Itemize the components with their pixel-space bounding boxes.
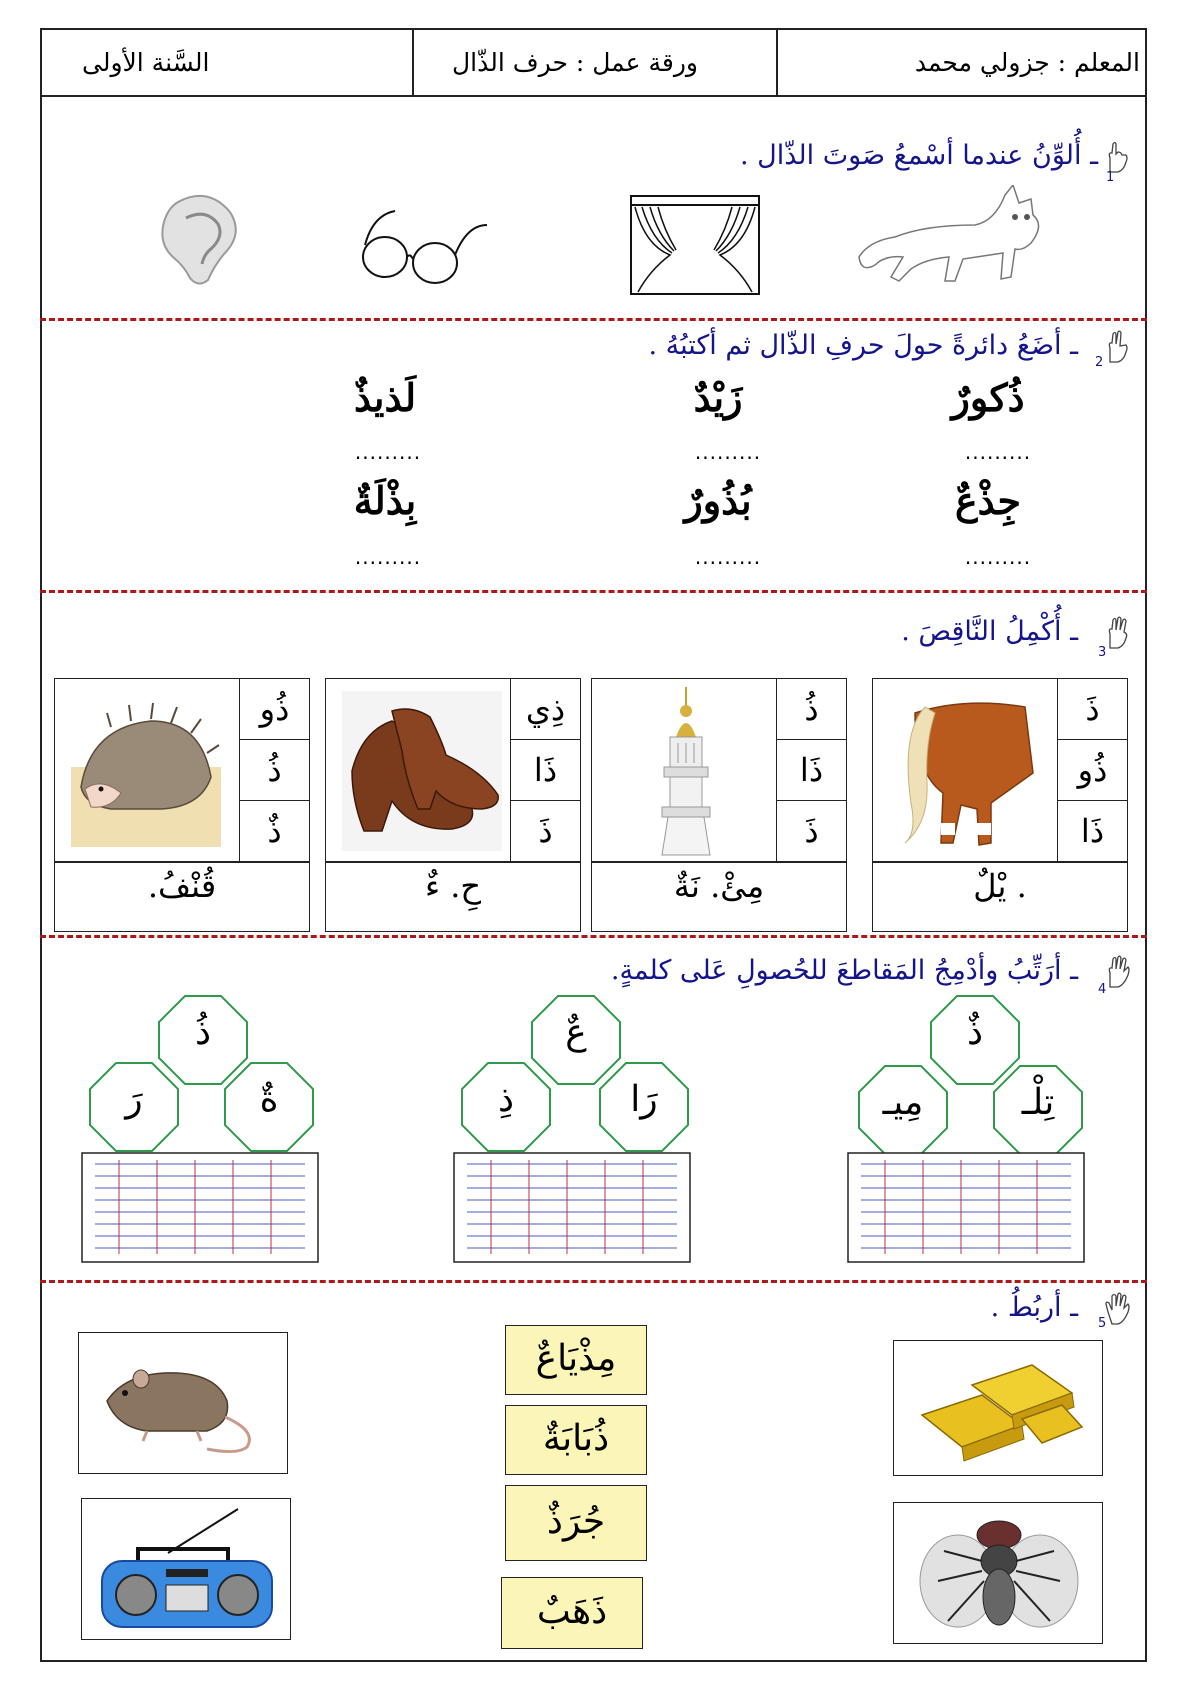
option-cell[interactable] <box>1057 678 1128 740</box>
question-number: 4 <box>1098 982 1107 997</box>
completion-card <box>872 678 1128 932</box>
gold-bars-icon <box>912 1355 1088 1463</box>
option-text: ذٌ <box>267 812 282 850</box>
wolf-icon <box>855 185 1055 295</box>
word-item: بُذُورٌ <box>684 478 752 523</box>
radio-icon <box>98 1507 276 1631</box>
match-word[interactable]: ذُبَابَةٌ <box>505 1405 647 1475</box>
option-cell[interactable] <box>1057 800 1128 862</box>
option-text: ذَ <box>804 812 819 850</box>
syllable-text[interactable]: ذٌ <box>966 1012 984 1053</box>
incomplete-word: حِ. ءٌ <box>424 867 482 905</box>
incomplete-word: . يْلٌ <box>973 867 1027 905</box>
card-divider <box>872 861 1128 863</box>
picture-box[interactable] <box>893 1340 1103 1476</box>
answer-blank[interactable]: ......... <box>354 545 422 569</box>
worksheet-title: ورقة عمل : حرف الذّال <box>452 48 698 77</box>
header-divider <box>40 95 1147 97</box>
card-divider <box>591 861 847 863</box>
option-cell[interactable] <box>510 739 581 801</box>
option-cell[interactable] <box>510 678 581 740</box>
word-item: ذُكورٌ <box>951 375 1025 420</box>
incomplete-word: مِئْ. نَةٌ <box>673 867 765 905</box>
question-5-title: ـ أربُطُ . <box>990 1292 1078 1323</box>
section-divider <box>40 1280 1147 1283</box>
curtain-icon <box>630 195 760 295</box>
incomplete-word: قُنْفُ. <box>147 867 217 905</box>
option-cell[interactable] <box>776 739 847 801</box>
option-cell[interactable] <box>1057 739 1128 801</box>
completion-card <box>325 678 581 932</box>
writing-grid[interactable] <box>847 1152 1085 1263</box>
syllable-text[interactable]: ذِ <box>497 1079 515 1120</box>
syllable-text[interactable]: ذُ <box>194 1012 212 1053</box>
option-cell[interactable] <box>776 800 847 862</box>
option-text: ذُ <box>267 751 282 789</box>
option-cell[interactable] <box>776 678 847 740</box>
rat-icon <box>97 1351 273 1459</box>
syllable-text[interactable]: رَا <box>630 1079 658 1120</box>
writing-grid[interactable] <box>453 1152 691 1263</box>
horse-tail-icon <box>895 693 1040 853</box>
hand-icon <box>1104 330 1130 364</box>
match-word[interactable]: مِذْيَاعٌ <box>505 1325 647 1395</box>
picture-box[interactable] <box>893 1502 1103 1644</box>
header-separator <box>412 28 414 96</box>
card-divider <box>54 861 310 863</box>
question-3-title: ـ أُكْمِلُ النَّاقِصَ . <box>901 616 1078 647</box>
section-divider <box>40 590 1147 593</box>
header-separator <box>776 28 778 96</box>
option-text: ذُو <box>1077 751 1108 789</box>
syllable-text[interactable]: مِيـ <box>882 1082 924 1123</box>
word-item: زَيْدٌ <box>693 375 743 420</box>
hedgehog-icon <box>71 697 221 847</box>
answer-blank[interactable]: ......... <box>964 440 1032 464</box>
fly-icon <box>914 1511 1084 1637</box>
ear-icon <box>158 192 243 287</box>
match-word[interactable]: ذَهَبٌ <box>501 1577 643 1649</box>
section-divider <box>40 935 1147 938</box>
section-divider <box>40 318 1147 321</box>
question-number: 3 <box>1098 645 1107 660</box>
glasses-icon <box>355 205 490 285</box>
hand-icon <box>1104 616 1130 650</box>
option-text: ذَا <box>1080 812 1105 850</box>
option-text: ذُ <box>804 690 819 728</box>
syllable-text[interactable]: رَ <box>125 1079 143 1120</box>
option-cell[interactable] <box>239 800 310 862</box>
option-text: ذِي <box>525 690 566 728</box>
answer-blank[interactable]: ......... <box>694 545 762 569</box>
teacher-name: المعلم : جزولي محمد <box>914 48 1140 77</box>
option-text: ذَا <box>799 751 824 789</box>
completion-card <box>591 678 847 932</box>
word-item: لَذيذٌ <box>353 375 417 420</box>
grade-label: السَّنة الأولى <box>82 48 210 77</box>
option-text: ذَا <box>533 751 558 789</box>
match-word[interactable]: جُرَذٌ <box>505 1485 647 1561</box>
picture-box[interactable] <box>81 1498 291 1640</box>
hand-icon <box>1104 1292 1130 1326</box>
answer-blank[interactable]: ......... <box>694 440 762 464</box>
word-item: بِذْلَةٌ <box>353 478 417 523</box>
question-number: 5 <box>1098 1316 1107 1331</box>
hand-icon <box>1104 140 1130 174</box>
option-cell[interactable] <box>239 739 310 801</box>
syllable-text[interactable]: عٌ <box>565 1012 587 1053</box>
word-item: جِذْعٌ <box>954 478 1022 523</box>
question-number: 1 <box>1106 170 1115 185</box>
syllable-text[interactable]: تِلْـ <box>1021 1082 1055 1123</box>
minaret-icon <box>646 687 726 857</box>
hand-icon <box>1104 955 1130 989</box>
answer-blank[interactable]: ......... <box>354 440 422 464</box>
completion-card <box>54 678 310 932</box>
question-4-title: ـ أرَتِّبُ وأدْمِجُ المَقاطعَ للحُصولِ عَلى كلمةٍ. <box>610 955 1078 986</box>
question-number: 2 <box>1095 355 1104 370</box>
card-divider <box>325 861 581 863</box>
syllable-text[interactable]: ةٌ <box>259 1079 279 1120</box>
option-text: ذُو <box>259 690 290 728</box>
writing-grid[interactable] <box>81 1152 319 1263</box>
picture-box[interactable] <box>78 1332 288 1474</box>
option-cell[interactable] <box>239 678 310 740</box>
question-1-title: ـ أُلوِّنُ عندما أسْمعُ صَوتَ الذّال . <box>739 140 1098 171</box>
shoes-icon <box>342 691 502 851</box>
option-text: ذَ <box>1085 690 1100 728</box>
option-cell[interactable] <box>510 800 581 862</box>
answer-blank[interactable]: ......... <box>964 545 1032 569</box>
question-2-title: ـ أضَعُ دائرةً حولَ حرفِ الذّال ثم أكتبُهُ . <box>648 330 1078 361</box>
option-text: ذَ <box>538 812 553 850</box>
